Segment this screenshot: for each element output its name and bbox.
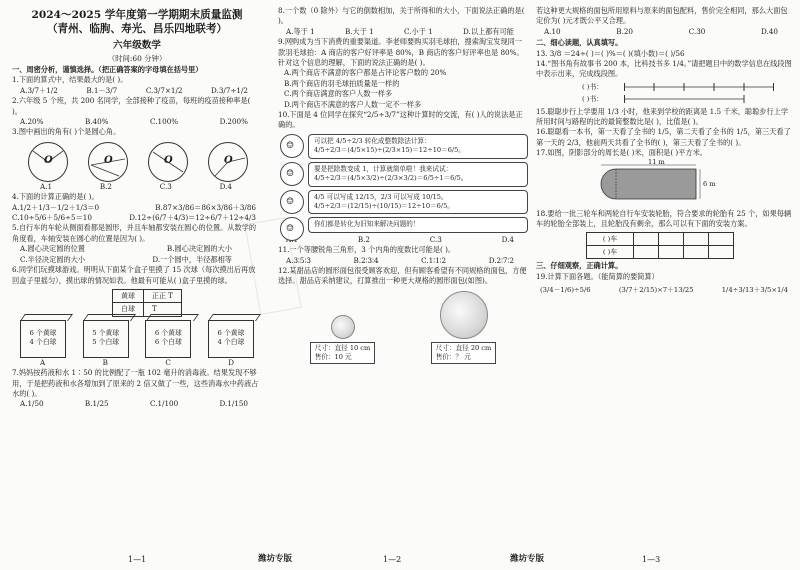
student-avatar xyxy=(280,134,304,158)
question-8-options xyxy=(278,27,528,37)
option: A.1/2＋1/3－1/2＋1/3＝0 xyxy=(12,202,100,212)
box-label: A xyxy=(40,357,46,367)
table-cell: T xyxy=(144,303,182,316)
speech-bubble xyxy=(308,162,528,187)
option: D.200% xyxy=(219,117,248,127)
row-label: ( )车 xyxy=(587,232,634,245)
table-cell[interactable] xyxy=(684,232,709,245)
center-label: O xyxy=(224,154,233,166)
large-bread-image xyxy=(440,291,488,339)
option: B.1/25 xyxy=(84,399,109,409)
question-5-row-1 xyxy=(12,244,262,254)
circle-figures xyxy=(12,140,262,182)
tag-price: 售价：？ 元 xyxy=(435,352,471,361)
option: A.20% xyxy=(20,117,44,127)
option: B.大于 1 xyxy=(344,26,374,36)
large-bread-tag xyxy=(431,342,497,364)
edition-label-1: 潍坊专版 xyxy=(258,554,293,564)
face-icon: ☺ xyxy=(286,168,295,179)
ball-boxes xyxy=(12,320,262,358)
question-4-row-2 xyxy=(12,213,262,223)
scheme-table xyxy=(586,232,734,260)
option: D.12÷(6/7＋4/3)＝12÷6/7＋12÷4/3 xyxy=(129,213,256,223)
tag-price: 售价：10 元 xyxy=(314,352,352,361)
option: D.2∶7∶2 xyxy=(488,255,514,265)
question-17: 17.如图，阴影部分的周长是( )米，面积是( )平方米。 xyxy=(536,148,707,158)
option: C.3 xyxy=(429,234,442,244)
edition-label-2: 潍坊专版 xyxy=(510,554,545,564)
option: D.两个商店不满意的客户人数一定不一样多 xyxy=(284,99,422,109)
subject-title: 六年级数学 xyxy=(113,40,161,51)
table-cell[interactable] xyxy=(659,245,684,258)
bread-figures xyxy=(278,291,528,364)
question-10: 10.下面是 4 位同学在探究“2/5÷3/7”这种计算时的交流，有( )人的说法是正确的。 xyxy=(278,110,523,130)
bubble-text: 4/5÷2/3＝(4/5×15)÷(2/3×15)＝12÷10＝6/5。 xyxy=(314,146,465,155)
circle-figure xyxy=(148,142,188,182)
segment-bar-1 xyxy=(582,82,792,92)
column-2 xyxy=(278,6,528,364)
question-1-options xyxy=(12,86,262,96)
question-5: 5.自行车的车轮从侧面看都是圆形，并且车轴都安装在圆心的位置。从数学的角度看，车轴安装在圆心的位置是因为( )。 xyxy=(12,223,257,243)
option: B.两个商店的羽毛球拍质量是一样的 xyxy=(284,78,400,88)
question-12: 12.某甜品店的圆形面包很受顾客欢迎，但有顾客希望有不同规格的面包，方便选择。甜品店采纳建议，打算推出一种更大规格的圆形面包(如图)。 xyxy=(278,265,527,286)
calc-expression: 1/4÷3/13＋3/5×1/4 xyxy=(721,286,788,295)
bubble-text: 4/5÷2/3＝(4/5×3/2)÷(2/3×3/2)＝6/5÷1＝6/5。 xyxy=(314,174,468,183)
time-limit: （时间:60 分钟） xyxy=(107,54,167,63)
option: A.1/50 xyxy=(20,399,44,409)
question-9: 9.网购成为当下消费的重要渠道。李老师要购买羽毛球拍，搜索淘宝发现同一款羽毛球拍：A 商店的客户好评率是 80%，B 商店的客户好评率也是 80%。针对这个信息的理解，下面的说法正确的是( )。 xyxy=(278,37,524,68)
option: D.一个圆中，半径都相等 xyxy=(152,254,232,264)
option: C.100% xyxy=(150,117,179,127)
bubble-text: 可以把 4/5÷2/3 转化成整数除法计算： xyxy=(314,136,431,145)
bubble-text: 4/5÷2/3＝(12/15)÷(10/15)＝12÷10＝6/5。 xyxy=(314,201,454,210)
question-9-options xyxy=(278,68,528,110)
center-label: O xyxy=(164,154,173,166)
table-row xyxy=(113,289,182,302)
face-icon: ☺ xyxy=(286,224,295,235)
question-18: 18.要给一批三轮车和两轮自行车安装轮胎，符合要求的轮胎有 25 个，如果每辆车的轮胎全部装上，且轮胎没有剩余，那么可以有下面的安装方案。 xyxy=(536,208,792,229)
question-4: 4.下面的计算正确的是( )。 xyxy=(12,192,99,202)
bar-label: ( )书： xyxy=(582,82,604,91)
box-line: 6 个黄球 xyxy=(217,328,245,337)
table-row xyxy=(587,232,734,245)
dialog-4 xyxy=(280,217,528,235)
option: B.1－3/7 xyxy=(86,85,118,95)
question-19: 19.计算下面各题。（能简算的要简算） xyxy=(536,271,659,281)
box-line: 6 个黄球 xyxy=(29,328,57,337)
dialog-1 xyxy=(280,134,528,159)
section-2-title: 二、细心读题，认真填写。 xyxy=(536,38,623,48)
option: C.30 xyxy=(688,26,706,36)
row-label: ( )车 xyxy=(587,245,634,258)
box-line: 4 个白球 xyxy=(217,337,245,346)
question-10-options xyxy=(278,235,528,245)
tag-size: 尺寸：直径 20 cm xyxy=(435,343,492,352)
segment-bar-2 xyxy=(582,94,792,104)
option: B.2 xyxy=(357,234,370,244)
box-line: 5 个黄球 xyxy=(92,328,120,337)
option: A.10 xyxy=(544,26,561,36)
question-11: 11.一个等腰锐角三角形，3 个内角的度数比可能是( )。 xyxy=(278,245,456,255)
bubble-text: 你们都是转化为旧知来解决问题的！ xyxy=(314,220,420,229)
table-cell: 白球 xyxy=(113,303,144,316)
question-11-options xyxy=(278,256,528,266)
table-cell: 正正 T xyxy=(144,289,182,302)
option: D.4 xyxy=(501,234,514,244)
option: A.等于 1 xyxy=(286,26,315,36)
speech-bubble xyxy=(308,134,528,159)
question-14: 14.“图书角有故事书 200 本，比科技书多 1/4。”请把题目中的数学信息在线段图中表示出来，完成线段图。 xyxy=(536,59,792,79)
table-cell[interactable] xyxy=(634,232,659,245)
center-label: O xyxy=(104,154,113,166)
question-2: 2.六年级 5 个班，共 200 名同学，全部接种了疫苗，每班的疫苗接种率是( )。 xyxy=(12,96,251,116)
ball-box xyxy=(83,320,129,358)
option: D.以上都有可能 xyxy=(463,26,514,36)
box-line: 6 个白球 xyxy=(154,337,182,346)
option: C.两个商店满意的客户人数一样多 xyxy=(284,89,393,99)
speech-bubble xyxy=(308,190,528,215)
dialog-3 xyxy=(280,190,528,215)
table-cell[interactable] xyxy=(709,232,734,245)
bubble-text: 4/5 可以写成 12/15，2/3 可以写成 10/15。 xyxy=(314,192,448,201)
page-number-3: 1—3 xyxy=(642,555,661,564)
column-3 xyxy=(536,6,792,296)
ball-box xyxy=(208,320,254,358)
segment-line xyxy=(624,83,774,91)
tag-size: 尺寸：直径 10 cm xyxy=(314,343,371,352)
option: C.小于 1 xyxy=(404,26,433,36)
box-line: 5 个白球 xyxy=(92,337,120,346)
table-cell[interactable] xyxy=(634,245,659,258)
question-6: 6.同学们玩摸球游戏。明明从下面某个盒子里摸了 15 次球（每次摸出后再放回盒子里摇匀），摸出球的情况如表。他最有可能从( )盒子里摸的球。 xyxy=(12,265,256,285)
box-line: 4 个白球 xyxy=(29,337,57,346)
large-bread xyxy=(431,291,497,364)
table-cell[interactable] xyxy=(684,245,709,258)
question-5-row-2 xyxy=(12,255,262,265)
tally-table xyxy=(112,289,182,317)
box-line: 6 个黄球 xyxy=(154,328,182,337)
question-7: 7.妈妈按药液和水 1∶50 的比例配了一瓶 102 毫升的消毒液。结果发现不够用，于是把药液和水各增加到了原来的 2 倍又做了一些，这些消毒水中药液占水的( )。 xyxy=(12,368,259,398)
option: B.圆心决定圆的大小 xyxy=(166,244,232,254)
box-label: C xyxy=(165,357,171,367)
table-cell: 黄球 xyxy=(113,289,144,302)
question-4-row-1 xyxy=(12,203,262,213)
option: B.87×3/86＝86×3/86＋3/86 xyxy=(155,202,256,212)
box-label: B xyxy=(102,357,108,367)
table-cell[interactable] xyxy=(659,232,684,245)
question-12-continued: 若这种更大规格的面包所用原料与原来的面包配料，售价完全相同，那么大面包定价为( )元才既公平又合理。 xyxy=(536,6,788,26)
option: B.20 xyxy=(616,26,634,36)
question-3-options xyxy=(12,182,262,192)
bar-label: ( )书： xyxy=(582,95,604,104)
table-cell[interactable] xyxy=(709,245,734,258)
box-label: D xyxy=(228,357,234,367)
length-label: 11 m xyxy=(648,157,665,166)
option: A.两个商店不满意的客户都是占评论客户数的 20% xyxy=(284,68,447,78)
question-13: 13. 3/8 ＝24÷( )＝( )%＝( )(填小数)＝( )/56 xyxy=(536,48,685,58)
question-7-options xyxy=(12,399,262,409)
face-icon: ☺ xyxy=(286,196,295,207)
segment-line xyxy=(624,95,774,103)
question-15: 15.聪聪步行上学要用 1/3 小时，他来到学校的距离是 1.5 千米，聪聪步行上学所用时间与路程的比的最简整数比是( )，比值是( )。 xyxy=(536,106,789,127)
ball-box xyxy=(145,320,191,358)
box-labels xyxy=(12,358,262,368)
exam-title: 2024～2025 学年度第一学期期末质量监测 xyxy=(31,9,243,21)
question-8: 8.一个数（0 除外）与它的倒数相加，关于所得和的大小，下面说法正确的是( )。 xyxy=(278,6,525,26)
option: B.2 xyxy=(99,181,112,191)
small-bread-image xyxy=(331,315,355,339)
circle-figure xyxy=(28,142,68,182)
width-label: 6 m xyxy=(703,179,716,188)
option: C.3 xyxy=(159,181,172,191)
question-2-options xyxy=(12,117,262,127)
table-row xyxy=(587,245,734,258)
option: A.3/7＋1/2 xyxy=(20,85,58,95)
option: A.圆心决定圆的位置 xyxy=(20,244,85,254)
option: B.2∶3∶4 xyxy=(353,255,379,265)
small-bread xyxy=(310,315,376,364)
speech-bubble xyxy=(308,217,528,232)
column-1 xyxy=(12,6,262,410)
option: B.40% xyxy=(84,117,109,127)
option: C.半径决定圆的大小 xyxy=(20,254,86,264)
option: C.10÷5/6＋5/6÷5＝10 xyxy=(12,213,92,223)
dialog-2 xyxy=(280,162,528,187)
option: D.3/7÷1/2 xyxy=(211,85,248,95)
option: C.3/7×1/2 xyxy=(145,85,183,95)
option: D.40 xyxy=(761,26,778,36)
bubble-text: 要是把除数变成 1，计算就简单啦！我来试试： xyxy=(314,164,453,173)
calc-expression: (3/4－1/6)÷5/6 xyxy=(540,286,591,295)
question-3: 3.图中画出的角有( )个是圆心角。 xyxy=(12,127,121,137)
ball-box xyxy=(20,320,66,358)
calculation-row xyxy=(536,282,792,295)
circle-figure xyxy=(208,142,248,182)
student-avatar xyxy=(280,190,304,214)
circle-figure xyxy=(88,142,128,182)
exam-subtitle: （青州、临朐、寿光、昌乐四地联考） xyxy=(46,23,228,35)
question-12-options xyxy=(536,27,792,37)
question-16: 16.聪聪看一本书，第一天看了全书的 1/5，第二天看了全书的 1/5，第三天看了第一天的 2/3，他前两天共看了全书的( )，第三天看了全书的( )。 xyxy=(536,127,791,147)
page-number-1: 1—1 xyxy=(128,555,147,564)
face-icon: ☺ xyxy=(286,140,295,151)
option: C.1/100 xyxy=(149,399,179,409)
student-avatar xyxy=(280,162,304,186)
page-number-2: 1—2 xyxy=(383,555,402,564)
center-label: O xyxy=(44,154,53,166)
question-1: 1.下面的算式中，结果最大的是( )。 xyxy=(12,75,128,85)
section-3-title: 三、仔细观察，正确计算。 xyxy=(536,261,623,271)
option: A.3∶5∶3 xyxy=(286,255,311,265)
option: C.1∶1∶2 xyxy=(421,255,447,265)
option: D.1/150 xyxy=(219,399,248,409)
option: D.4 xyxy=(219,181,232,191)
section-1-title: 一、周密分析，谨慎选择。（把正确答案的字母填在括号里） xyxy=(12,65,203,74)
option: A.1 xyxy=(40,181,53,191)
small-bread-tag xyxy=(310,342,376,364)
shaded-figure xyxy=(596,157,792,205)
calc-expression: (3/7＋2/15)×7＋13/25 xyxy=(618,286,694,295)
